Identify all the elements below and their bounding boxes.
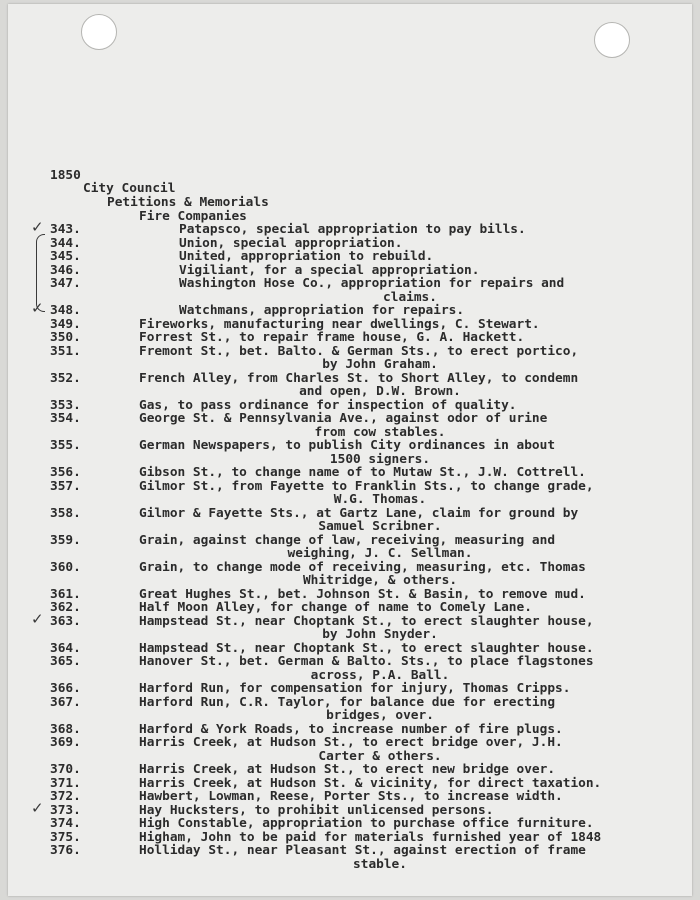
entry-line [0,412,700,426]
entry-text: Forrest St., to repair frame house, G. A. Hackett. [139,330,525,345]
entry-continuation-line [0,385,700,399]
entry-text: Hampstead St., near Choptank St., to erect slaughter house. [139,640,594,656]
entry-number: 348. [50,303,81,318]
entry-number: 345. [50,249,81,264]
entry-list [0,218,700,872]
entry-number: 364. [50,640,81,656]
entry-number: 356. [50,465,81,480]
entry-continuation-line [0,547,700,561]
entry-line [0,466,700,480]
entry-line [0,588,700,602]
header-subsection: Fire Companies [139,209,247,224]
entry-number: 363. [50,613,81,629]
entry-text: German Newspapers, to publish City ordinances in about [139,438,556,453]
entry-line [0,399,700,413]
entry-continuation-line [0,628,700,642]
entry-text: Harford Run, C.R. Taylor, for balance due for erecting [139,694,556,710]
entry-number: 355. [50,438,81,453]
entry-line [0,790,700,804]
entry-line [0,777,700,791]
entry-line [0,264,700,278]
check-mark-icon: ✓ [31,798,44,817]
entry-continuation-text: Whitridge, & others. [302,573,458,588]
entry-line [0,534,700,548]
entry-text: Harris Creek, at Hudson St., to erect bridge over, J.H. [139,735,563,750]
entry-number: 346. [50,262,81,278]
entry-text: French Alley, from Charles St. to Short Alley, to condemn [139,370,579,386]
entry-line [0,601,700,615]
entry-number: 358. [50,505,81,521]
entry-continuation-line [0,358,700,372]
entry-line [0,345,700,359]
entry-text: Washington Hose Co., appropriation for repairs and [179,276,565,291]
entry-line [0,736,700,750]
entry-line [0,561,700,575]
entry-number: 374. [50,816,81,831]
entry-continuation-line [0,453,700,467]
entry-text: Gas, to pass ordinance for inspection of quality. [139,397,517,413]
entry-continuation-text: by John Graham. [322,357,438,372]
check-mark-icon: ✓ [31,299,44,317]
entry-number: 376. [50,843,81,858]
entry-text: Fireworks, manufacturing near dwellings, C. Stewart. [139,316,540,332]
entry-line [0,682,700,696]
entry-text: Harford & York Roads, to increase number of fire plugs. [139,721,563,737]
entry-line [0,439,700,453]
entry-line [0,299,700,318]
entry-line [0,372,700,386]
entry-continuation-line [0,709,700,723]
check-mark-icon: ✓ [31,218,44,236]
entry-text: Grain, against change of law, receiving, measuring and [139,532,556,548]
entry-number: 372. [50,789,81,804]
entry-number: 361. [50,586,81,602]
entry-line [0,831,700,845]
entry-text: Union, special appropriation. [179,235,403,251]
entry-text: Hanover St., bet. German & Balto. Sts., to place flagstones [139,654,594,669]
entry-text: Hampstead St., near Choptank St., to erect slaughter house, [139,613,594,629]
entry-line [0,798,700,818]
entry-number: 350. [50,330,81,345]
entry-line [0,218,700,237]
entry-text: Gibson St., to change name of to Mutaw St., J.W. Cottrell. [139,465,586,480]
entry-text: Great Hughes St., bet. Johnson St. & Basin, to remove mud. [139,586,586,602]
entry-text: Grain, to change mode of receiving, measuring, etc. Thomas [139,559,586,575]
check-mark-icon: ✓ [31,609,44,628]
entry-number: 347. [50,276,81,291]
entry-number: 365. [50,654,81,669]
entry-text: Half Moon Alley, for change of name to Comely Lane. [139,600,532,615]
entry-line [0,642,700,656]
entry-continuation-text: 1500 signers. [329,451,431,467]
entry-line [0,277,700,291]
entry-number: 344. [50,235,81,251]
entry-number: 371. [50,775,81,791]
entry-text: Harris Creek, at Hudson St., to erect new bridge over. [139,762,556,777]
entry-number: 366. [50,681,81,696]
entry-text: Gilmor St., from Fayette to Franklin Sts., to change grade, [139,478,594,494]
entry-number: 343. [50,222,81,237]
entry-number: 360. [50,559,81,575]
entry-number: 349. [50,316,81,332]
entry-continuation-text: from cow stables. [314,424,446,440]
entry-continuation-text: by John Snyder. [322,627,438,642]
entry-text: Watchmans, appropriation for repairs. [179,303,465,318]
entry-line [0,318,700,332]
entry-continuation-text: Samuel Scribner. [318,519,442,534]
entry-line [0,250,700,264]
entry-line [0,763,700,777]
header-section: Petitions & Memorials [107,195,269,210]
entry-continuation-line [0,574,700,588]
entry-continuation-line [0,520,700,534]
entry-text: Hay Hucksters, to prohibit unlicensed persons. [139,802,494,818]
entry-text: George St. & Pennsylvania Ave., against odor of urine [139,411,548,426]
entry-number: 354. [50,411,81,426]
entry-line [0,723,700,737]
entry-number: 369. [50,735,81,750]
entry-line [0,696,700,710]
entry-number: 368. [50,721,81,737]
entry-text: Hawbert, Lowman, Reese, Porter Sts., to increase width. [139,789,563,804]
entry-text: Vigiliant, for a special appropriation. [179,262,480,278]
entry-number: 352. [50,370,81,386]
entry-continuation-text: W.G. Thomas. [333,492,427,507]
entry-text: Patapsco, special appropriation to pay bills. [179,222,526,237]
entry-text: United, appropriation to rebuild. [179,249,434,264]
entry-continuation-line [0,493,700,507]
entry-line [0,480,700,494]
entry-number: 373. [50,802,81,818]
entry-number: 367. [50,694,81,710]
entry-number: 351. [50,343,81,359]
entry-number: 357. [50,478,81,494]
header-year: 1850 [50,168,81,183]
entry-number: 370. [50,762,81,777]
entry-continuation-text: stable. [353,856,407,872]
entry-line [0,609,700,629]
entry-text: High Constable, appropriation to purchase office furniture. [139,816,594,831]
entry-line [0,655,700,669]
entry-continuation-line [0,669,700,683]
entry-number: 359. [50,532,81,548]
entry-continuation-line [0,291,700,305]
entry-continuation-text: and open, D.W. Brown. [299,384,461,399]
entry-number: 353. [50,397,81,413]
header-body: City Council [83,181,176,196]
entry-text: Harford Run, for compensation for injury, Thomas Cripps. [139,681,571,696]
entry-continuation-line [0,858,700,872]
entry-continuation-text: across, P.A. Ball. [310,667,450,683]
entry-line [0,844,700,858]
entry-text: Harris Creek, at Hudson St. & vicinity, for direct taxation. [139,775,602,791]
entry-text: Fremont St., bet. Balto. & German Sts., to erect portico, [139,343,579,359]
entry-line [0,331,700,345]
entry-number: 362. [50,600,81,615]
entry-line [0,817,700,831]
entry-text: Gilmor & Fayette Sts., at Gartz Lane, claim for ground by [139,505,579,521]
entry-continuation-line [0,426,700,440]
entry-text: Higham, John to be paid for materials furnished year of 1848 [139,829,602,845]
entry-continuation-line [0,750,700,764]
entry-continuation-text: claims. [383,289,437,305]
entry-line [0,237,700,251]
entry-continuation-text: weighing, J. C. Sellman. [287,546,473,561]
entry-number: 375. [50,829,81,845]
entry-text: Holliday St., near Pleasant St., against erection of frame [139,843,586,858]
entry-continuation-text: bridges, over. [326,708,434,723]
entry-continuation-text: Carter & others. [318,748,442,764]
entry-line [0,507,700,521]
